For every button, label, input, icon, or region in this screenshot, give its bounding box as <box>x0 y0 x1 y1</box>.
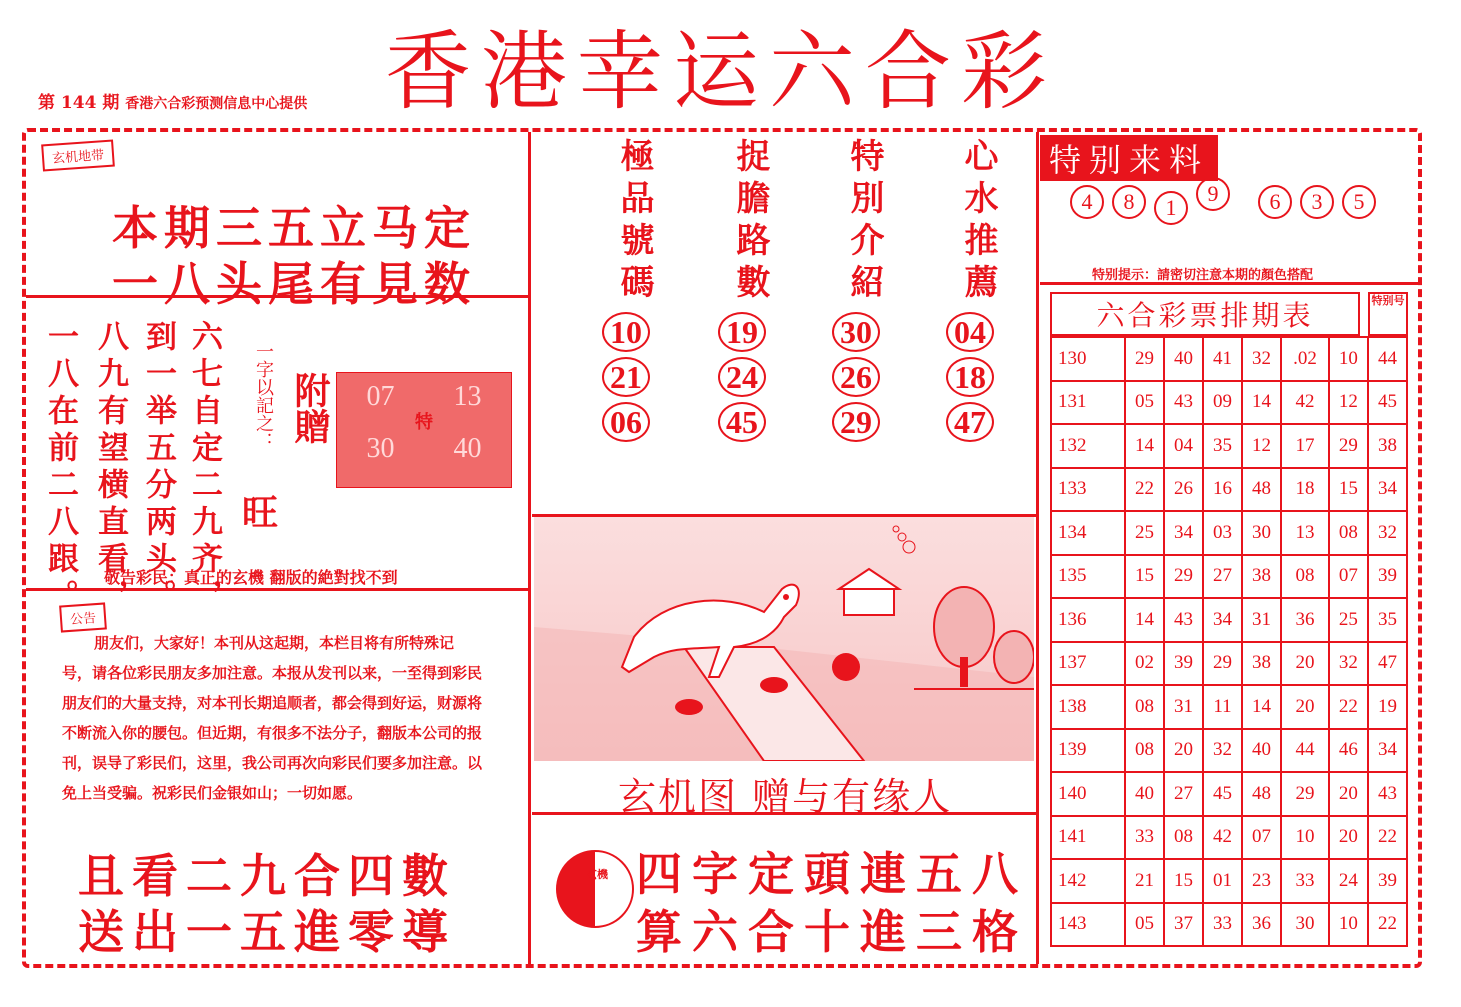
special-balls <box>1070 181 1376 225</box>
schedule-number: 08 <box>1125 685 1164 729</box>
section-tag: 玄机地带 <box>41 140 115 172</box>
schedule-period: 141 <box>1051 816 1125 860</box>
special-ball: 1 <box>1154 191 1188 225</box>
schedule-special-number: 47 <box>1368 642 1407 686</box>
schedule-number: 29 <box>1281 772 1329 816</box>
schedule-tema-header: 特别号 <box>1368 292 1408 336</box>
schedule-row <box>1051 511 1407 555</box>
column-title: 捉膽路數 <box>730 138 770 306</box>
schedule-period: 135 <box>1051 555 1125 599</box>
schedule-row <box>1051 685 1407 729</box>
schedule-row <box>1051 337 1407 381</box>
recommended-number: 29 <box>832 402 880 442</box>
recommended-number: 04 <box>946 312 994 352</box>
slogan-line-1: 本期三五立马定 <box>112 201 476 255</box>
gift-number: 07 <box>366 381 395 412</box>
schedule-number: 40 <box>1125 772 1164 816</box>
schedule-period: 142 <box>1051 859 1125 903</box>
schedule-number: 12 <box>1242 424 1281 468</box>
schedule-number: 34 <box>1164 511 1203 555</box>
recommended-number: 30 <box>832 312 880 352</box>
schedule-number: 14 <box>1125 598 1164 642</box>
schedule-number: 05 <box>1125 903 1164 947</box>
schedule-number: 27 <box>1164 772 1203 816</box>
schedule-number: 33 <box>1281 859 1329 903</box>
schedule-special-number: 39 <box>1368 859 1407 903</box>
schedule-number: 36 <box>1281 598 1329 642</box>
recommended-number: 26 <box>832 357 880 397</box>
schedule-number: 13 <box>1281 511 1329 555</box>
schedule-row <box>1051 468 1407 512</box>
schedule-number: 38 <box>1242 642 1281 686</box>
schedule-number: 20 <box>1281 642 1329 686</box>
schedule-number: 31 <box>1242 598 1281 642</box>
schedule-number: 32 <box>1242 337 1281 381</box>
schedule-special-number: 32 <box>1368 511 1407 555</box>
recommended-number: 19 <box>718 312 766 352</box>
schedule-period: 137 <box>1051 642 1125 686</box>
schedule-number: 15 <box>1125 555 1164 599</box>
schedule-number: 18 <box>1281 468 1329 512</box>
schedule-number: 24 <box>1329 859 1368 903</box>
schedule-number: 10 <box>1329 903 1368 947</box>
schedule-number: 02 <box>1125 642 1164 686</box>
bottom-middle-line-2: 算六合十進三格 <box>636 905 1028 959</box>
schedule-number: 25 <box>1125 511 1164 555</box>
schedule-number: 20 <box>1281 685 1329 729</box>
page-title: 香港幸运六合彩 <box>385 22 1057 122</box>
schedule-number: 44 <box>1281 729 1329 773</box>
bottom-left-line-1: 且看二九合四數 <box>78 849 456 903</box>
schedule-number: 45 <box>1203 772 1242 816</box>
schedule-special-number: 34 <box>1368 468 1407 512</box>
schedule-period: 134 <box>1051 511 1125 555</box>
special-hint: 特别提示：請密切注意本期的顏色搭配 <box>1092 268 1314 283</box>
yinyang-label: 玄機 <box>586 868 608 881</box>
schedule-special-number: 22 <box>1368 816 1407 860</box>
schedule-row <box>1051 903 1407 947</box>
special-ball: 4 <box>1070 185 1104 219</box>
schedule-title: 六合彩票排期表 <box>1050 292 1360 336</box>
yinyang-icon <box>556 850 634 928</box>
schedule-period: 138 <box>1051 685 1125 729</box>
special-ball: 5 <box>1342 185 1376 219</box>
schedule-number: 05 <box>1125 381 1164 425</box>
schedule-special-number: 45 <box>1368 381 1407 425</box>
schedule-special-number: 39 <box>1368 555 1407 599</box>
schedule-number: 22 <box>1125 468 1164 512</box>
schedule-number: .02 <box>1281 337 1329 381</box>
schedule-row <box>1051 816 1407 860</box>
schedule-number: 36 <box>1242 903 1281 947</box>
slogan-line-2: 一八头尾有見数 <box>112 257 476 311</box>
warning-text: 敬告彩民：真正的玄機 翻版的絶對找不到 <box>104 568 398 587</box>
schedule-number: 33 <box>1203 903 1242 947</box>
schedule-number: 29 <box>1329 424 1368 468</box>
special-ball: 8 <box>1112 185 1146 219</box>
notice-tag: 公告 <box>59 602 107 632</box>
schedule-number: 43 <box>1164 598 1203 642</box>
bottom-left-line-2: 送出一五進零導 <box>78 905 456 959</box>
schedule-special-number: 44 <box>1368 337 1407 381</box>
column-title: 極品號碼 <box>614 138 654 306</box>
schedule-number: 31 <box>1164 685 1203 729</box>
special-ball: 9 <box>1196 177 1230 211</box>
schedule-number: 27 <box>1203 555 1242 599</box>
schedule-row <box>1051 729 1407 773</box>
schedule-special-number: 34 <box>1368 729 1407 773</box>
recommended-number: 06 <box>602 402 650 442</box>
schedule-number: 15 <box>1329 468 1368 512</box>
schedule-number: 48 <box>1242 772 1281 816</box>
schedule-number: 41 <box>1203 337 1242 381</box>
schedule-row <box>1051 598 1407 642</box>
schedule-number: 08 <box>1164 816 1203 860</box>
schedule-number: 15 <box>1164 859 1203 903</box>
schedule-number: 08 <box>1329 511 1368 555</box>
divider-left <box>528 132 531 964</box>
schedule-row <box>1051 772 1407 816</box>
picture-caption: 玄机图 赠与有缘人 <box>618 775 953 819</box>
schedule-number: 20 <box>1329 772 1368 816</box>
schedule-number: 40 <box>1164 337 1203 381</box>
schedule-number: 40 <box>1242 729 1281 773</box>
schedule-period: 133 <box>1051 468 1125 512</box>
issue-line <box>38 88 307 113</box>
bottom-middle-line-1: 四字定頭連五八 <box>636 847 1028 901</box>
schedule-number: 22 <box>1329 685 1368 729</box>
schedule-row <box>1051 555 1407 599</box>
schedule-period: 130 <box>1051 337 1125 381</box>
schedule-special-number: 22 <box>1368 903 1407 947</box>
schedule-period: 139 <box>1051 729 1125 773</box>
provider-text: 香港六合彩预测信息中心提供 <box>125 96 308 112</box>
recommended-number: 47 <box>946 402 994 442</box>
schedule-number: 17 <box>1281 424 1329 468</box>
recommended-number: 24 <box>718 357 766 397</box>
schedule-special-number: 38 <box>1368 424 1407 468</box>
gift-middle: 特 <box>415 412 433 433</box>
schedule-number: 39 <box>1164 642 1203 686</box>
horse-scene-illustration <box>534 517 1034 761</box>
one-word: 旺 <box>242 492 279 534</box>
schedule-number: 30 <box>1242 511 1281 555</box>
schedule-number: 08 <box>1281 555 1329 599</box>
schedule-number: 10 <box>1281 816 1329 860</box>
special-ball: 3 <box>1300 185 1334 219</box>
column-title: 特別介紹 <box>844 138 884 306</box>
schedule-number: 42 <box>1281 381 1329 425</box>
schedule-number: 07 <box>1329 555 1368 599</box>
schedule-special-number: 19 <box>1368 685 1407 729</box>
schedule-number: 21 <box>1125 859 1164 903</box>
schedule-number: 20 <box>1164 729 1203 773</box>
schedule-period: 143 <box>1051 903 1125 947</box>
poem-col-2: 到一举五分两头。 <box>140 320 176 616</box>
poem-col-4: 一八在前二八跟。 <box>42 320 78 616</box>
schedule-number: 48 <box>1242 468 1281 512</box>
schedule-number: 07 <box>1242 816 1281 860</box>
schedule-special-number: 43 <box>1368 772 1407 816</box>
schedule-number: 09 <box>1203 381 1242 425</box>
recommended-number: 18 <box>946 357 994 397</box>
issue-number: 第 144 期 <box>38 93 120 113</box>
schedule-period: 132 <box>1051 424 1125 468</box>
schedule-number: 14 <box>1125 424 1164 468</box>
schedule-number: 30 <box>1281 903 1329 947</box>
schedule-row <box>1051 381 1407 425</box>
schedule-number: 01 <box>1203 859 1242 903</box>
schedule-number: 35 <box>1203 424 1242 468</box>
schedule-number: 29 <box>1203 642 1242 686</box>
schedule-period: 136 <box>1051 598 1125 642</box>
schedule-number: 04 <box>1164 424 1203 468</box>
gift-number: 13 <box>453 381 482 412</box>
recommended-number: 21 <box>602 357 650 397</box>
recommended-number: 45 <box>718 402 766 442</box>
schedule-number: 25 <box>1329 598 1368 642</box>
schedule-number: 43 <box>1164 381 1203 425</box>
schedule-number: 11 <box>1203 685 1242 729</box>
divider-right <box>1036 132 1039 964</box>
schedule-number: 03 <box>1203 511 1242 555</box>
schedule-period: 140 <box>1051 772 1125 816</box>
schedule-number: 16 <box>1203 468 1242 512</box>
special-title: 特别来料 <box>1040 135 1218 181</box>
schedule-period: 131 <box>1051 381 1125 425</box>
one-word-label: 一字以記之： <box>253 342 274 450</box>
gift-number: 30 <box>366 433 395 464</box>
poem-col-1: 六七自定二九齐， <box>186 320 222 616</box>
schedule-number: 20 <box>1329 816 1368 860</box>
schedule-number: 34 <box>1203 598 1242 642</box>
schedule-number: 14 <box>1242 381 1281 425</box>
schedule-number: 46 <box>1329 729 1368 773</box>
schedule-number: 14 <box>1242 685 1281 729</box>
schedule-number: 33 <box>1125 816 1164 860</box>
schedule-number: 29 <box>1164 555 1203 599</box>
schedule-number: 37 <box>1164 903 1203 947</box>
schedule-number: 32 <box>1329 642 1368 686</box>
schedule-number: 32 <box>1203 729 1242 773</box>
schedule-number: 26 <box>1164 468 1203 512</box>
notice-paragraph: 朋友们，大家好！本刊从这起期，本栏目将有所特殊记号，请各位彩民朋友多加注意。本报从发刊以来，一至得到彩民朋友们的大量支持，对本刊长期追顺者，都会得到好运，财源将不断流入你的腰包。但近期，有很多不法分子，翻版本公司的报刊，误导了彩民们，这里，我公司再次向彩民们要多加注意。以免上当受骗。祝彩民们金银如山；一切如愿。 <box>62 634 483 802</box>
fuzeng-label: 附贈 <box>289 372 331 444</box>
poem-col-3: 八九有望横直看， <box>92 320 128 616</box>
special-ball: 6 <box>1258 185 1292 219</box>
column-title: 心水推薦 <box>958 138 998 306</box>
schedule-row <box>1051 424 1407 468</box>
schedule-row <box>1051 859 1407 903</box>
gift-box <box>336 372 512 488</box>
schedule-number: 38 <box>1242 555 1281 599</box>
schedule-number: 42 <box>1203 816 1242 860</box>
schedule-number: 29 <box>1125 337 1164 381</box>
recommended-number: 10 <box>602 312 650 352</box>
schedule-number: 12 <box>1329 381 1368 425</box>
gift-number: 40 <box>453 433 482 464</box>
hint-picture <box>534 517 1034 761</box>
schedule-table <box>1050 336 1408 947</box>
schedule-number: 10 <box>1329 337 1368 381</box>
schedule-special-number: 35 <box>1368 598 1407 642</box>
schedule-row <box>1051 642 1407 686</box>
schedule-number: 08 <box>1125 729 1164 773</box>
schedule-number: 23 <box>1242 859 1281 903</box>
